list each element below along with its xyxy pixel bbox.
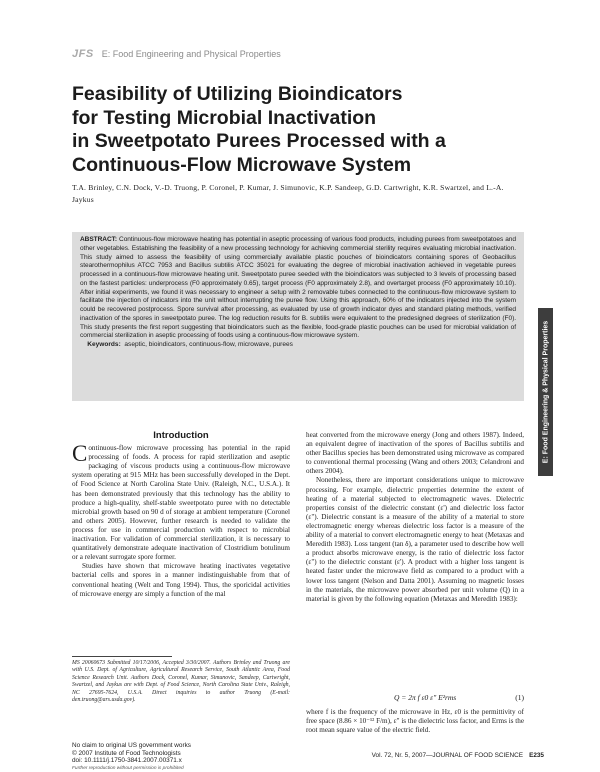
drop-cap: C	[72, 441, 88, 467]
author-list: T.A. Brinley, C.N. Dock, V.-D. Truong, P. Coronel, P. Kumar, J. Simunovic, K.P. Sandeep, G.D. Cartwright, K.R. Swartzel, and L.-A. Jaykus	[72, 183, 504, 204]
keywords	[80, 341, 516, 350]
title-line: for Testing Microbial Inactivation	[72, 106, 377, 129]
equation-body: Q = 2π f ε0 ε" E²rms	[394, 693, 457, 702]
abstract-label: ABSTRACT:	[80, 236, 118, 243]
section-heading-introduction: Introduction	[153, 430, 209, 441]
section-name: E: Food Engineering and Physical Properties	[101, 49, 281, 59]
body-column-right	[306, 431, 524, 604]
section-header	[72, 44, 281, 62]
equation-number: (1)	[515, 693, 524, 702]
intro-paragraph-1	[72, 441, 290, 562]
body-paragraph: heat converted from the microwave energy (Jong and others 1987). Indeed, an equivalent degree of inactivation of the spores of Bacillus subtilis and other Bacillus species has been demonstrated using microwave as compared to conventional thermal processing (Wang and others 2003; Celandroni and others 2004).	[306, 431, 524, 476]
equation-1	[306, 693, 524, 705]
body-paragraph: Nonetheless, there are important considerations unique to microwave processing. For example, dielectric properties determine the extent of heating of a material subjected to electromagnetic waves. Dielectric properties consist of the dielectric constant (ε') and dielectric loss factor (ε"). Dielectric constant is a measure of the ability of a material to store electromagnetic energy whereas dielectric loss factor is a measure of the ability of a material to convert electromagnetic energy to heat (Metaxas and Meredith 1983). Loss tangent (tan δ), a parameter used to describe how well a product absorbs microwave energy, is the ratio of dielectric loss factor (ε") to the dielectric constant (ε'). A product with a higher loss tangent is heated faster under the microwave field as compared to a product with a lower loss tangent (Nelson and Datta 2001). Assuming no magnetic losses in the materials, the microwave power absorbed per unit volume (Q) in a material is given by the following equation (Metaxas and Meredith 1983):	[306, 476, 524, 603]
abstract-box	[72, 232, 524, 401]
section-side-tab	[538, 308, 553, 476]
citation-text: Vol. 72, Nr. 5, 2007—JOURNAL OF FOOD SCIENCE	[371, 752, 524, 759]
page-number: E235	[529, 752, 544, 759]
abstract-text	[80, 236, 516, 341]
copyright-line: © 2007 Institute of Food Technologists	[72, 749, 181, 757]
keywords-label: Keywords:	[87, 341, 121, 348]
article-title	[72, 83, 512, 177]
reproduction-notice: Further reproduction without permission is prohibited	[72, 765, 184, 771]
keywords-list: aseptic, bioindicators, continuous-flow, microwave, purees	[124, 341, 293, 348]
abstract-body: Continuous-flow microwave heating has potential in aseptic processing of various food products, including purees from sweetpotatoes and other vegetables. Establishing the feasibility of a new processing technology for achieving commercial sterility requires evaluating microbial inactivation. This study aimed to assess the feasibility of using commercially available plastic pouches of bioindicators containing spores of Geobacillus stearothermophilus ATCC 7953 and Bacillus subtilis ATCC 35021 for evaluating the degree of microbial inactivation achieved in vegetable purees processed in a continuous-flow microwave heating unit. Sweetpotato puree seeded with the bioindicators was subjected to 3 levels of processing based on the fastest particles: underprocess (F0 approximately 0.65), target process (F0 approximately 2.8), and overtarget process (F0 approximately 10.10). After initial experiments, we found it was necessary to engineer a setup with 2 removable tubes connected to the continuous-flow microwave system to facilitate the injection of indicators into the unit without interrupting the puree flow. Using this approach, 60% of the indicators injected into the system could be recovered postprocess. Spore survival after processing, as evaluated by use of growth indicator dyes and standard plating methods, verified inactivation of the spores in sweetpotato puree. The log reduction results for B. subtilis were equivalent to the predesigned degrees of sterilization (F0). This study presents the first report suggesting that bioindicators such as the flexible, food-grade plastic pouches can be used for microbial validation of commercial sterilization in aseptic processing of foods using a continuous-flow microwave system.	[80, 236, 516, 340]
body-column-left	[72, 431, 290, 599]
copyright-line: No claim to original US government works	[72, 742, 191, 749]
title-line: Feasibility of Utilizing Bioindicators	[72, 83, 403, 105]
journal-citation	[372, 752, 544, 759]
footnote: MS 20060673 Submitted 10/17/2006, Accepted 3/30/2007. Authors Brinley and Truong are with U.S. Dept. of Agriculture, Agricultural Research Service, South Atlantic Area, Food Science Research Unit. Authors Dock, Coronel, Kumar, Simunovic, Sandeep, Cartwright, Swartzel, and Jaykus are with Dept. of Food Science, North Carolina State Univ., Raleigh, NC 27695-7624, U.S.A. Direct inquiries to author Truong (E-mail: den.truong@ars.usda.gov).	[72, 660, 290, 704]
side-tab-label: E: Food Engineering & Physical Properties	[542, 320, 549, 464]
body-paragraph: where f is the frequency of the microwave in Hz, ε0 is the permittivity of free space (8.86 × 10⁻¹² F/m), ε" is the dielectric loss factor, and Erms is the root mean square value of the electric field.	[306, 708, 524, 735]
copyright-block	[72, 742, 191, 772]
footnote-divider	[72, 656, 172, 657]
doi-line: doi: 10.1111/j.1750-3841.2007.00371.x	[72, 757, 182, 765]
intro-paragraph-2: Studies have shown that microwave heating inactivates vegetative bacterial cells and spores in a manner indistinguishable from that of conventional heating (Welt and Tong 1994). Thus, the sporicidal activities of microwave energy are simply a function of the mal	[72, 562, 290, 598]
title-line: in Sweetpotato Purees Processed with a	[72, 130, 446, 152]
title-line: Continuous-Flow Microwave System	[72, 153, 412, 176]
journal-abbrev: JFS	[72, 48, 94, 60]
intro-paragraph-1-text: ontinuous-flow microwave processing has potential in the rapid processing of foods. A process for rapid sterilization and aseptic packaging of viscous products using a continuous-flow microwave system operating at 915 MHz has been successfully developed in the Dept. of Food Science at North Carolina State Univ. (Raleigh, N.C., U.S.A.). It has been demonstrated previously that this technology has the ability to produce a high-quality, shelf-stable sweetpotato puree with no detectable microbial growth based on 90 d of storage at ambient temperature (Coronel and others 2005). However, further research is needed to validate the process for use in commercial production with respect to microbial inactivation. For validation of commercial sterilization, it is necessary to quantitatively demonstrate adequate inactivation of Clostridium botulinum or a relevant surrogate spore former.	[72, 444, 290, 562]
